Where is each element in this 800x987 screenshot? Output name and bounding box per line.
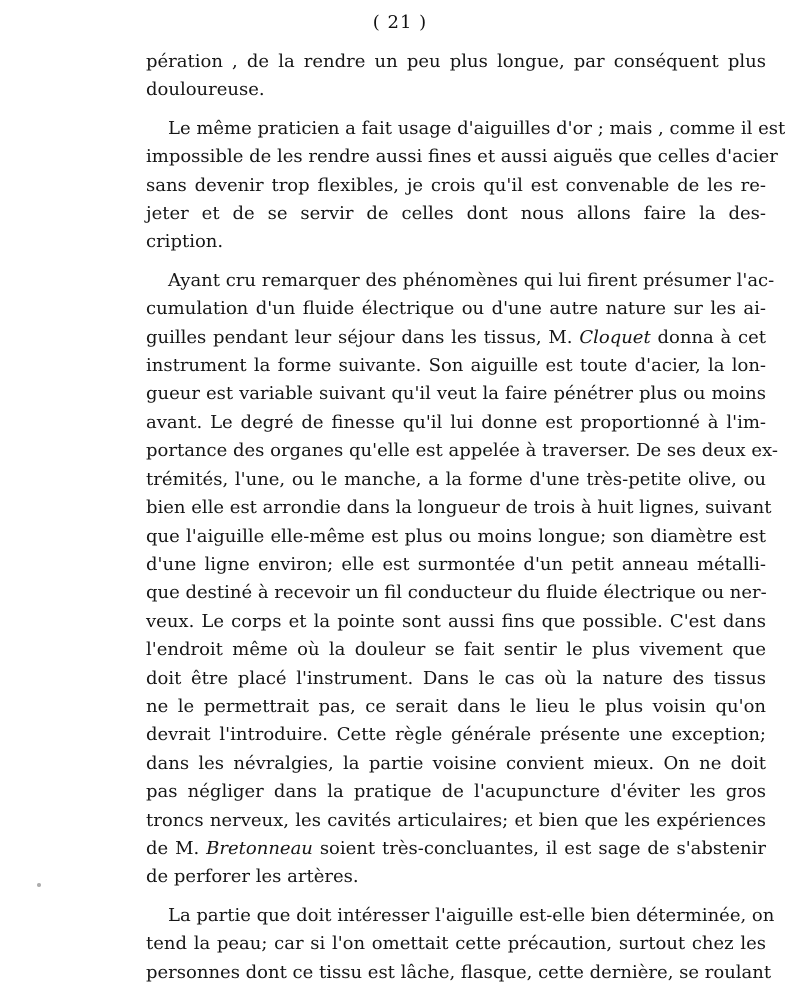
text-line: Ayant cru remarquer des phénomènes qui lui firent présumer l'ac- xyxy=(168,269,775,291)
paragraph-2 xyxy=(146,115,786,257)
text-line: avant. Le degré de finesse qu'il lui donne est proportionné à l'im- xyxy=(146,411,766,433)
text-line: ne le permettrait pas, ce serait dans le lieu le plus voisin qu'on xyxy=(146,695,766,717)
text-line: personnes dont ce tissu est lâche, flasque, cette dernière, se roulant xyxy=(146,961,772,983)
paragraph-4 xyxy=(146,902,775,987)
body-text xyxy=(146,48,786,987)
text-line: Le même praticien a fait usage d'aiguilles d'or ; mais , comme il est xyxy=(168,117,786,139)
text-line: veux. Le corps et la pointe sont aussi fins que possible. C'est dans xyxy=(146,610,766,632)
text-line: tend la peau; car si l'on omettait cette précaution, surtout chez les xyxy=(146,933,766,955)
text-line: gueur est variable suivant qu'il veut la faire pénétrer plus ou moins xyxy=(146,383,766,405)
text-line: dans les névralgies, la partie voisine convient mieux. On ne doit xyxy=(146,752,766,774)
text-line: troncs nerveux, les cavités articulaires; et bien que les expériences xyxy=(146,809,766,831)
text-line: de perforer les artères. xyxy=(146,866,359,888)
ink-speck xyxy=(37,883,41,887)
text-line: impossible de les rendre aussi fines et aussi aiguës que celles d'acier xyxy=(146,146,778,168)
text-line: bien elle est arrondie dans la longueur de trois à huit lignes, suivant xyxy=(146,497,772,519)
text-line: d'une ligne environ; elle est surmontée d'un petit anneau métalli- xyxy=(146,553,766,575)
text-line: cription. xyxy=(146,231,224,253)
text-line: instrument la forme suivante. Son aiguille est toute d'acier, la lon- xyxy=(146,355,766,377)
text-line: cumulation d'un fluide électrique ou d'une autre nature sur les ai- xyxy=(146,298,766,320)
text-line: que destiné à recevoir un fil conducteur du fluide électrique ou ner- xyxy=(146,582,767,604)
text-line: trémités, l'une, ou le manche, a la forme d'une très-petite olive, ou xyxy=(146,468,766,490)
text-line: douloureuse. xyxy=(146,79,265,101)
text-fragment: donna à cet xyxy=(657,326,767,348)
text-line: jeter et de se servir de celles dont nous allons faire la des- xyxy=(146,203,766,225)
text-fragment: guilles pendant leur séjour dans les tissus, M. xyxy=(146,326,573,348)
author-name: Cloquet xyxy=(579,326,651,348)
text-fragment: de M. xyxy=(146,837,200,859)
text-fragment: soient très-concluantes, il est sage de s'abstenir xyxy=(319,837,766,859)
text-line: pération , de la rendre un peu plus longue, par conséquent plus xyxy=(146,51,766,72)
text-line xyxy=(146,835,766,863)
text-line: doit être placé l'instrument. Dans le cas où la nature des tissus xyxy=(146,667,766,689)
text-line: portance des organes qu'elle est appelée à traverser. De ses deux ex- xyxy=(146,440,778,462)
text-line: l'endroit même où la douleur se fait sentir le plus vivement que xyxy=(146,639,766,661)
text-line: sans devenir trop flexibles, je crois qu'il est convenable de les re- xyxy=(146,174,766,196)
author-name: Bretonneau xyxy=(206,837,313,859)
paragraph-1 xyxy=(146,48,766,105)
text-line: devrait l'introduire. Cette règle générale présente une exception; xyxy=(146,724,766,746)
page-number: ( 21 ) xyxy=(372,12,428,33)
text-line: que l'aiguille elle-même est plus ou moins longue; son diamètre est xyxy=(146,525,766,547)
text-line: La partie que doit intéresser l'aiguille est-elle bien déterminée, on xyxy=(168,904,775,926)
paragraph-3 xyxy=(146,267,778,892)
text-line xyxy=(146,324,766,352)
text-line: pas négliger dans la pratique de l'acupuncture d'éviter les gros xyxy=(146,781,766,803)
